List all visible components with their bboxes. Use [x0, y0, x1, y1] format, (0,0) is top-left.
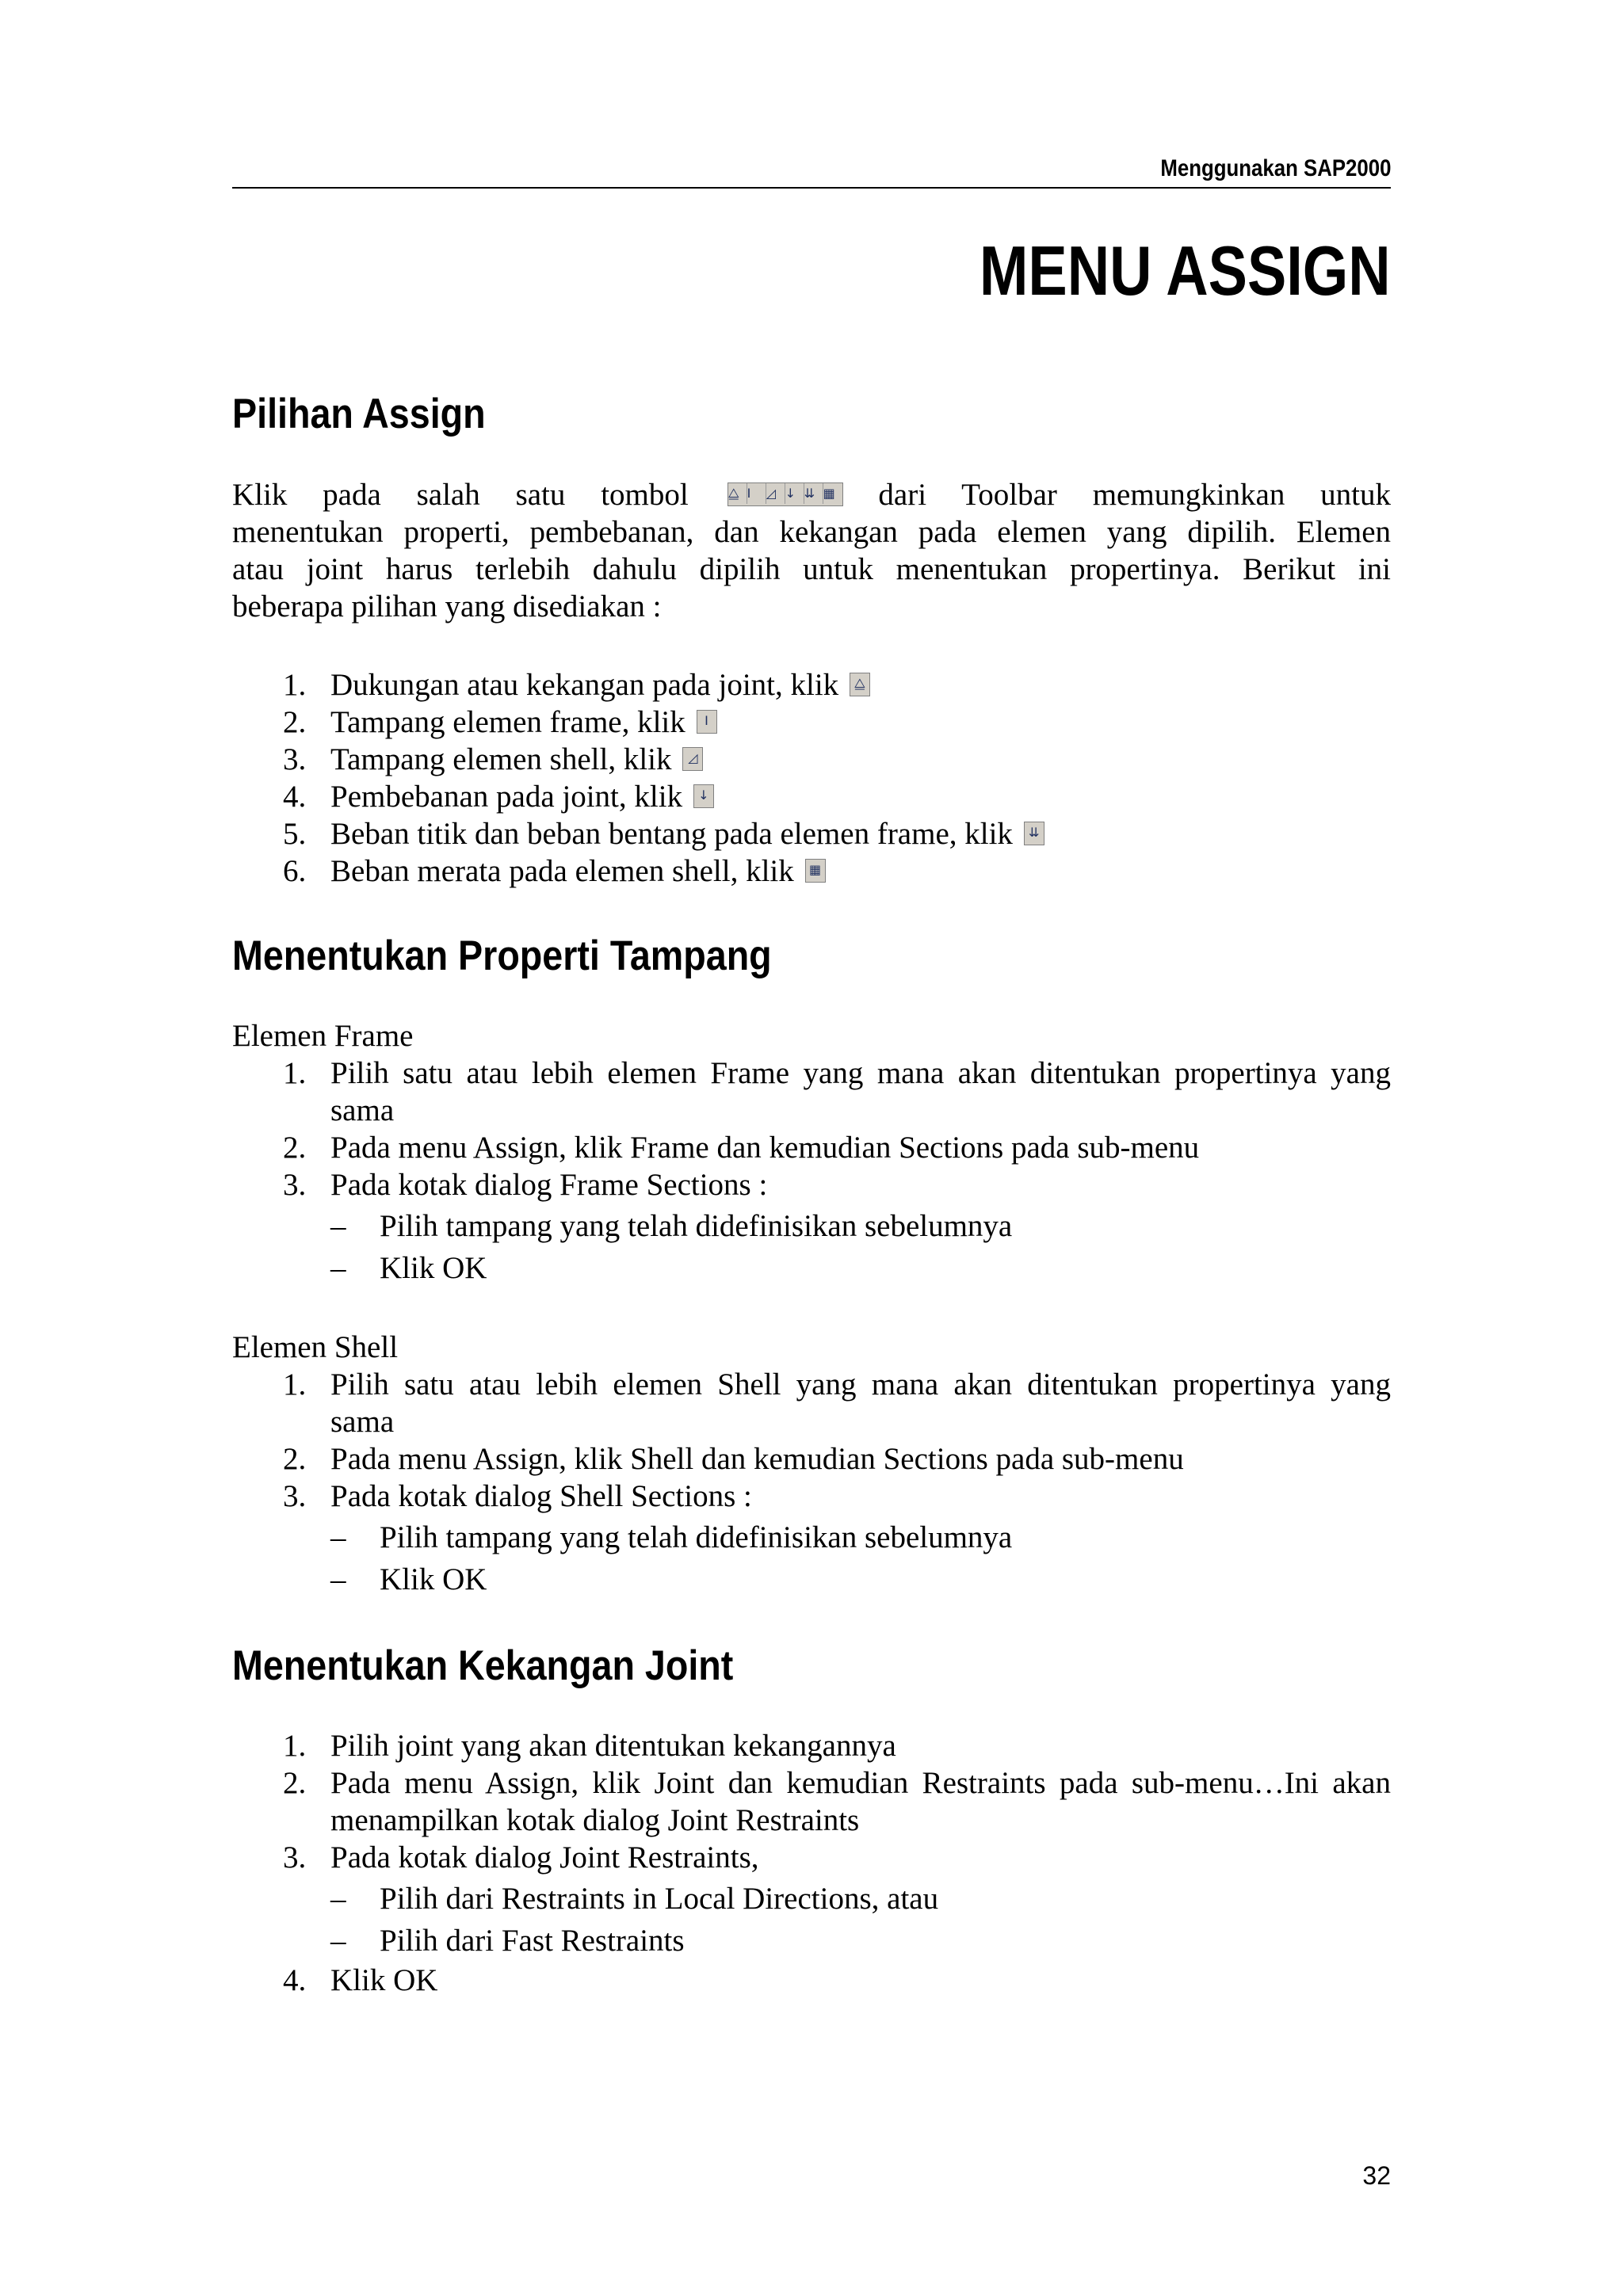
- header-rule: [232, 187, 1391, 189]
- shell-load-icon: ▦: [823, 486, 835, 502]
- list-item: 2. Pada menu Assign, klik Frame dan kemudian Sections pada sub-menu: [283, 1131, 1200, 1165]
- list-item: 2. Pada menu Assign, klik Shell dan kemudian Sections pada sub-menu: [283, 1442, 1184, 1476]
- frame-section-icon: I: [747, 483, 766, 504]
- frame-section-icon: I: [705, 713, 708, 729]
- dash-item: – Klik OK: [330, 1562, 487, 1596]
- assign-toolbar-icons: [727, 482, 843, 506]
- list-item: 1. Pilih satu atau lebih elemen Frame yang mana akan ditentukan propertinya yang sama: [283, 1056, 1391, 1127]
- dash-item: – Pilih tampang yang telah didefinisikan sebelumnya: [330, 1520, 1013, 1554]
- shell-section-icon: ◿: [766, 483, 785, 504]
- list-item: 4. Pembebanan pada joint, klik ↓: [232, 778, 1391, 815]
- document-page: [232, 0, 1391, 2296]
- intro-line-2: menentukan properti, pembebanan, dan kekangan pada elemen yang dipilih. Elemen: [232, 515, 1391, 549]
- list-item: 2. Pada menu Assign, klik Joint dan kemudian Restraints pada sub-menu…Ini akan menampilkan kotak dialog Joint Restraints: [283, 1766, 1391, 1837]
- list-item: 3. Pada kotak dialog Joint Restraints,: [283, 1840, 759, 1875]
- list-item: 1. Pilih satu atau lebih elemen Shell yang mana akan ditentukan propertinya yang sama: [283, 1367, 1391, 1439]
- list-item: 6. Beban merata pada elemen shell, klik ▦: [232, 852, 1391, 890]
- list-item: 3. Pada kotak dialog Frame Sections :: [283, 1168, 768, 1202]
- subheading-elemen-shell: Elemen Shell: [232, 1330, 399, 1364]
- list-item: 5. Beban titik dan beban bentang pada elemen frame, klik ⇊: [232, 815, 1391, 852]
- running-head: Menggunakan SAP2000: [1159, 155, 1391, 181]
- list-item: 3. Tampang elemen shell, klik ◿: [232, 741, 1391, 778]
- dash-item: – Pilih dari Restraints in Local Directions, atau: [330, 1882, 939, 1916]
- intro-line-3: atau joint harus terlebih dahulu dipilih untuk menentukan propertinya. Berikut ini: [232, 552, 1391, 586]
- shell-section-icon: ◿: [688, 750, 698, 766]
- dash-item: – Klik OK: [330, 1251, 487, 1285]
- shell-load-icon: ▦: [808, 862, 822, 878]
- joint-restraint-icon: ⧋: [854, 676, 866, 692]
- section-title-properti-tampang: Menentukan Properti Tampang: [232, 933, 772, 979]
- chapter-title: MENU ASSIGN: [980, 231, 1391, 310]
- dash-item: – Pilih tampang yang telah didefinisikan sebelumnya: [330, 1209, 1013, 1243]
- page-number: 32: [1362, 2161, 1391, 2190]
- intro-paragraph: [232, 476, 1391, 625]
- intro-line-4: beberapa pilihan yang disediakan :: [232, 589, 662, 624]
- frame-load-icon: ⇊: [1028, 825, 1040, 841]
- frame-load-icon: ⇊: [804, 483, 823, 504]
- subheading-elemen-frame: Elemen Frame: [232, 1019, 414, 1053]
- list-item: 1. Pilih joint yang akan ditentukan kekangannya: [283, 1729, 896, 1763]
- shell-steps-list: [232, 1366, 1391, 1600]
- list-item: 2. Tampang elemen frame, klik I: [232, 704, 1391, 741]
- joint-restraint-steps-list: [232, 1727, 1391, 1999]
- joint-load-icon: ↓: [785, 483, 804, 504]
- assign-options-list: [232, 666, 1391, 890]
- frame-steps-list: [232, 1055, 1391, 1289]
- joint-restraint-icon: ⧋: [728, 483, 747, 504]
- intro-line-1: Klik pada salah satu tombol ⧋ I ◿ ↓ ⇊ ▦ dari Toolbar memungkinkan untuk: [232, 478, 1391, 512]
- list-item: 1. Dukungan atau kekangan pada joint, klik ⧋: [232, 666, 1391, 704]
- joint-load-icon: ↓: [698, 788, 709, 803]
- section-title-kekangan-joint: Menentukan Kekangan Joint: [232, 1642, 734, 1689]
- dash-item: – Pilih dari Fast Restraints: [330, 1924, 685, 1958]
- section-title-pilihan-assign: Pilihan Assign: [232, 391, 486, 437]
- list-item: 4. Klik OK: [283, 1963, 438, 1997]
- list-item: 3. Pada kotak dialog Shell Sections :: [283, 1479, 752, 1513]
